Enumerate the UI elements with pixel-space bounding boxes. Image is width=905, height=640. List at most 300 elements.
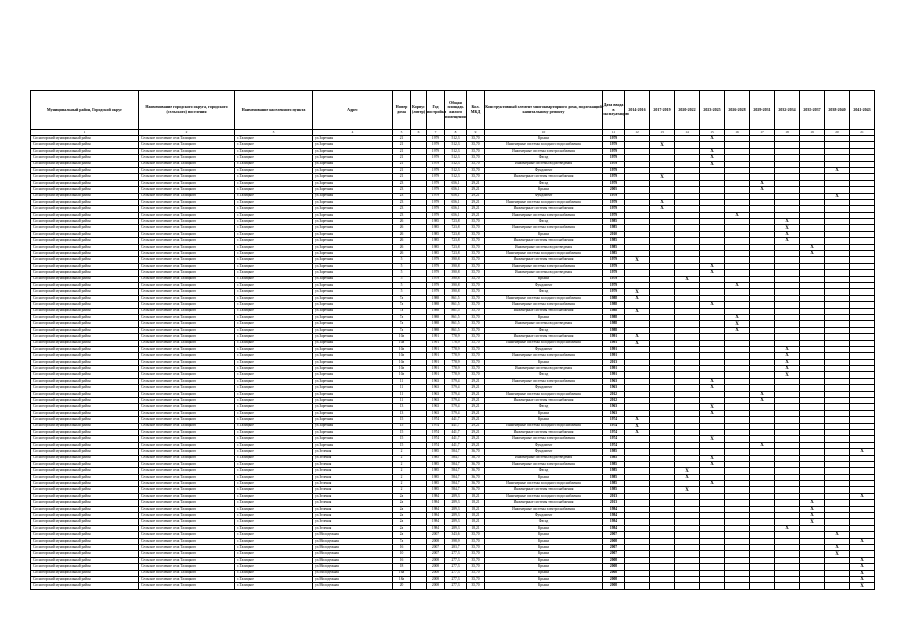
district-cell: Сосногорский муниципальный район	[31, 493, 139, 499]
period-cell: X	[625, 423, 650, 429]
house-number-cell: 13	[393, 410, 411, 416]
commission-date-cell: 2007	[603, 551, 625, 557]
year-built-cell: 1985	[427, 455, 445, 461]
period-cell: X	[625, 340, 650, 346]
district-cell: Сосногорский муниципальный район	[31, 334, 139, 340]
area-cell: 579,4	[445, 391, 467, 397]
commission-date-cell: 2010	[603, 231, 625, 237]
commission-date-cell: 2013	[603, 500, 625, 506]
year-built-cell: 1979	[427, 187, 445, 193]
locality-cell: с.Талицкое	[235, 513, 313, 519]
house-number-cell: 23	[393, 212, 411, 218]
locality-cell: с.Талицкое	[235, 506, 313, 512]
street-cell: ул.Заречная	[313, 423, 393, 429]
year-built-cell: 1979	[427, 206, 445, 212]
commission-date-cell: 2008	[603, 576, 625, 582]
locality-cell: с.Талицкое	[235, 442, 313, 448]
period-cell: X	[700, 378, 725, 384]
locality-cell: с.Талицкое	[235, 359, 313, 365]
commission-date-cell: 1979	[603, 199, 625, 205]
area-cell: 512,3	[445, 167, 467, 173]
street-cell: ул.Заречная	[313, 199, 393, 205]
period-cell: X	[725, 212, 750, 218]
house-number-cell: 11	[393, 385, 411, 391]
settlement-cell: Сельское поселение села Талицкого	[139, 404, 235, 410]
year-built-cell: 1984	[427, 506, 445, 512]
column-index: 5	[393, 130, 411, 136]
street-cell: ул.Заречная	[313, 167, 393, 173]
commission-date-cell: 1979	[603, 142, 625, 148]
column-header: Корпус (литер)	[411, 91, 427, 130]
year-built-cell: 2008	[427, 583, 445, 589]
street-cell: ул.Заречная	[313, 442, 393, 448]
locality-cell: с.Талицкое	[235, 417, 313, 423]
structural-element-cell: Фундамент	[485, 346, 603, 352]
house-number-cell: 26	[393, 225, 411, 231]
area-cell: 289,3	[445, 493, 467, 499]
mkd-count-cell: 29,21	[467, 193, 485, 199]
locality-cell: с.Талицкое	[235, 366, 313, 372]
district-cell: Сосногорский муниципальный район	[31, 525, 139, 531]
street-cell: ул.Заречная	[313, 174, 393, 180]
area-cell: 723,8	[445, 219, 467, 225]
locality-cell: с.Талицкое	[235, 155, 313, 161]
column-header: Конструктивный элемент многоквартирного дома, подлежащий капитальному ремонту	[485, 91, 603, 130]
period-cell: X	[625, 257, 650, 263]
district-cell: Сосногорский муниципальный район	[31, 487, 139, 493]
mkd-count-cell: 35,70	[467, 570, 485, 576]
structural-element-cell: Инженерные системы электроснабжения	[485, 212, 603, 218]
period-cell: X	[650, 174, 675, 180]
settlement-cell: Сельское поселение села Талицкого	[139, 251, 235, 257]
commission-date-cell: 1985	[603, 238, 625, 244]
street-cell: ул.Молодежная	[313, 570, 393, 576]
street-cell: ул.Заречная	[313, 391, 393, 397]
settlement-cell: Сельское поселение села Талицкого	[139, 142, 235, 148]
locality-cell: с.Талицкое	[235, 474, 313, 480]
period-cell: X	[850, 493, 875, 499]
mkd-count-cell: 36,70	[467, 468, 485, 474]
mkd-count-cell: 35,70	[467, 142, 485, 148]
year-built-cell: 2007	[427, 532, 445, 538]
house-number-cell: 5	[393, 289, 411, 295]
street-cell: ул.Заречная	[313, 410, 393, 416]
mkd-count-cell: 35,70	[467, 289, 485, 295]
mkd-count-cell: 35,70	[467, 583, 485, 589]
commission-date-cell: 1988	[603, 295, 625, 301]
structural-element-cell: Крыша	[485, 551, 603, 557]
settlement-cell: Сельское поселение села Талицкого	[139, 212, 235, 218]
year-built-cell: 1991	[427, 353, 445, 359]
column-index: 18	[775, 130, 800, 136]
area-cell: 584,7	[445, 455, 467, 461]
street-cell: ул.Заречная	[313, 231, 393, 237]
settlement-cell: Сельское поселение села Талицкого	[139, 148, 235, 154]
year-built-cell: 1988	[427, 308, 445, 314]
district-cell: Сосногорский муниципальный район	[31, 481, 139, 487]
district-cell: Сосногорский муниципальный район	[31, 359, 139, 365]
year-built-cell: 1979	[427, 174, 445, 180]
district-cell: Сосногорский муниципальный район	[31, 257, 139, 263]
district-cell: Сосногорский муниципальный район	[31, 231, 139, 237]
year-built-cell: 2008	[427, 564, 445, 570]
period-cell: X	[775, 219, 800, 225]
settlement-cell: Сельское поселение села Талицкого	[139, 398, 235, 404]
structural-element-cell: Инженерные системы холодного водоснабжения	[485, 391, 603, 397]
settlement-cell: Сельское поселение села Талицкого	[139, 193, 235, 199]
column-header: 2020-2022	[675, 91, 700, 130]
area-cell: 778,9	[445, 366, 467, 372]
settlement-cell: Сельское поселение села Талицкого	[139, 468, 235, 474]
area-cell: 723,8	[445, 244, 467, 250]
street-cell: ул.Заречная	[313, 219, 393, 225]
house-number-cell: 2а	[393, 493, 411, 499]
house-number-cell: 10а	[393, 340, 411, 346]
locality-cell: с.Талицкое	[235, 321, 313, 327]
street-cell: ул.Заречная	[313, 276, 393, 282]
column-index: 16	[725, 130, 750, 136]
house-number-cell: 15	[393, 423, 411, 429]
street-cell: ул.Заречная	[313, 136, 393, 142]
district-cell: Сосногорский муниципальный район	[31, 455, 139, 461]
locality-cell: с.Талицкое	[235, 314, 313, 320]
year-built-cell: 1991	[427, 366, 445, 372]
locality-cell: с.Талицкое	[235, 174, 313, 180]
street-cell: ул.Заречная	[313, 327, 393, 333]
commission-date-cell: 1979	[603, 136, 625, 142]
column-header: 2017-2019	[650, 91, 675, 130]
year-built-cell: 1985	[427, 481, 445, 487]
column-header: Номер дома	[393, 91, 411, 130]
commission-date-cell: 1985	[603, 449, 625, 455]
structural-element-cell: Фасад	[485, 327, 603, 333]
column-header: Год постройки	[427, 91, 445, 130]
district-cell: Сосногорский муниципальный район	[31, 429, 139, 435]
district-cell: Сосногорский муниципальный район	[31, 225, 139, 231]
settlement-cell: Сельское поселение села Талицкого	[139, 429, 235, 435]
locality-cell: с.Талицкое	[235, 148, 313, 154]
locality-cell: с.Талицкое	[235, 257, 313, 263]
year-built-cell: 2008	[427, 576, 445, 582]
locality-cell: с.Талицкое	[235, 206, 313, 212]
locality-cell: с.Талицкое	[235, 340, 313, 346]
commission-date-cell: 1974	[603, 436, 625, 442]
house-number-cell: 5	[393, 282, 411, 288]
structural-element-cell: Инженерные системы холодного водоснабжения	[485, 340, 603, 346]
house-number-cell: 23	[393, 187, 411, 193]
settlement-cell: Сельское поселение села Талицкого	[139, 238, 235, 244]
commission-date-cell: 1979	[603, 174, 625, 180]
settlement-cell: Сельское поселение села Талицкого	[139, 442, 235, 448]
year-built-cell: 1985	[427, 487, 445, 493]
street-cell: ул.Заречная	[313, 366, 393, 372]
area-cell: 656,1	[445, 193, 467, 199]
period-cell	[650, 583, 675, 589]
settlement-cell: Сельское поселение села Талицкого	[139, 391, 235, 397]
period-cell: X	[825, 545, 850, 551]
year-built-cell: 1991	[427, 346, 445, 352]
period-cell	[800, 583, 825, 589]
district-cell: Сосногорский муниципальный район	[31, 321, 139, 327]
house-number-cell: 18а	[393, 576, 411, 582]
locality-cell: с.Талицкое	[235, 231, 313, 237]
district-cell: Сосногорский муниципальный район	[31, 417, 139, 423]
period-cell: X	[775, 366, 800, 372]
locality-cell: с.Талицкое	[235, 136, 313, 142]
settlement-cell: Сельское поселение села Талицкого	[139, 513, 235, 519]
period-cell: X	[725, 327, 750, 333]
house-number-cell: 15	[393, 436, 411, 442]
mkd-count-cell: 18,21	[467, 506, 485, 512]
locality-cell: с.Талицкое	[235, 429, 313, 435]
locality-cell: с.Талицкое	[235, 557, 313, 563]
settlement-cell: Сельское поселение села Талицкого	[139, 449, 235, 455]
street-cell: ул.Зеленая	[313, 468, 393, 474]
year-built-cell: 1988	[427, 314, 445, 320]
area-cell: 390,8	[445, 276, 467, 282]
period-cell: X	[800, 500, 825, 506]
mkd-count-cell: 35,70	[467, 295, 485, 301]
year-built-cell: 1985	[427, 244, 445, 250]
commission-date-cell: 1988	[603, 314, 625, 320]
mkd-count-cell: 35,70	[467, 557, 485, 563]
commission-date-cell: 1984	[603, 525, 625, 531]
period-cell: X	[825, 532, 850, 538]
structural-element-cell: Инженерные системы холодного водоснабжения	[485, 295, 603, 301]
mkd-count-cell: 29,21	[467, 206, 485, 212]
commission-date-cell: 1985	[603, 461, 625, 467]
period-cell: X	[850, 449, 875, 455]
mkd-count-cell: 29,21	[467, 410, 485, 416]
settlement-cell: Сельское поселение села Талицкого	[139, 519, 235, 525]
street-cell: ул.Заречная	[313, 340, 393, 346]
mkd-count-cell: 35,70	[467, 359, 485, 365]
street-cell: ул.Заречная	[313, 238, 393, 244]
settlement-cell: Сельское поселение села Талицкого	[139, 206, 235, 212]
house-number-cell: 5	[393, 270, 411, 276]
mkd-count-cell: 35,70	[467, 231, 485, 237]
structural-element-cell: Фундамент	[485, 385, 603, 391]
settlement-cell: Сельское поселение села Талицкого	[139, 174, 235, 180]
column-header: 2023-2025	[700, 91, 725, 130]
district-cell: Сосногорский муниципальный район	[31, 148, 139, 154]
year-built-cell: 1985	[427, 251, 445, 257]
year-built-cell: 1991	[427, 340, 445, 346]
locality-cell: с.Талицкое	[235, 532, 313, 538]
street-cell: ул.Заречная	[313, 270, 393, 276]
column-header: Муниципальный район, Городской округ	[31, 91, 139, 130]
district-cell: Сосногорский муниципальный район	[31, 180, 139, 186]
structural-element-cell: Инженерные системы водоотведения	[485, 455, 603, 461]
settlement-cell: Сельское поселение села Талицкого	[139, 346, 235, 352]
structural-element-cell: Фасад	[485, 468, 603, 474]
mkd-count-cell: 35,70	[467, 263, 485, 269]
structural-element-cell: Крыша	[485, 359, 603, 365]
area-cell: 861,5	[445, 327, 467, 333]
house-number-cell: 23	[393, 206, 411, 212]
settlement-cell: Сельское поселение села Талицкого	[139, 525, 235, 531]
commission-date-cell: 1974	[603, 442, 625, 448]
house-number-cell: 7а	[393, 327, 411, 333]
district-cell: Сосногорский муниципальный район	[31, 506, 139, 512]
structural-element-cell: Фасад	[485, 180, 603, 186]
street-cell: ул.Зеленая	[313, 506, 393, 512]
area-cell: 579,4	[445, 404, 467, 410]
mkd-count-cell: 35,70	[467, 161, 485, 167]
settlement-cell: Сельское поселение села Талицкого	[139, 423, 235, 429]
settlement-cell: Сельское поселение села Талицкого	[139, 532, 235, 538]
year-built-cell: 1974	[427, 442, 445, 448]
period-cell: X	[725, 314, 750, 320]
house-number-cell: 7а	[393, 308, 411, 314]
area-cell: 579,4	[445, 398, 467, 404]
structural-element-cell: Крыша	[485, 576, 603, 582]
column-header: Кол. МКД	[467, 91, 485, 130]
structural-element-cell: Инженерные системы холодного водоснабжения	[485, 493, 603, 499]
area-cell: 723,8	[445, 238, 467, 244]
street-cell: ул.Заречная	[313, 385, 393, 391]
area-cell: 584,7	[445, 474, 467, 480]
district-cell: Сосногорский муниципальный район	[31, 193, 139, 199]
district-cell: Сосногорский муниципальный район	[31, 327, 139, 333]
house-number-cell: 10а	[393, 359, 411, 365]
house-number-cell: 2а	[393, 532, 411, 538]
street-cell: ул.Заречная	[313, 334, 393, 340]
commission-date-cell: 2008	[603, 538, 625, 544]
structural-element-cell: Инженерные системы холодного водоснабжения	[485, 423, 603, 429]
area-cell: 283,7	[445, 545, 467, 551]
structural-element-cell: Инженерные системы теплоснабжения	[485, 398, 603, 404]
table-header-row	[31, 91, 875, 130]
district-cell: Сосногорский муниципальный район	[31, 161, 139, 167]
settlement-cell: Сельское поселение села Талицкого	[139, 187, 235, 193]
commission-date-cell: 1974	[603, 417, 625, 423]
period-cell: X	[725, 282, 750, 288]
house-number-cell: 16	[393, 557, 411, 563]
mkd-count-cell: 35,70	[467, 551, 485, 557]
commission-date-cell: 1988	[603, 321, 625, 327]
column-index: 8	[445, 130, 467, 136]
period-cell: X	[750, 180, 775, 186]
settlement-cell: Сельское поселение села Талицкого	[139, 564, 235, 570]
district-cell: Сосногорский муниципальный район	[31, 519, 139, 525]
mkd-count-cell: 35,70	[467, 334, 485, 340]
commission-date-cell: 1991	[603, 353, 625, 359]
period-cell: X	[700, 404, 725, 410]
commission-date-cell: 1963	[603, 404, 625, 410]
period-cell: X	[775, 238, 800, 244]
street-cell: ул.Зеленая	[313, 513, 393, 519]
district-cell: Сосногорский муниципальный район	[31, 167, 139, 173]
house-number-cell: 5	[393, 263, 411, 269]
area-cell: 656,1	[445, 180, 467, 186]
district-cell: Сосногорский муниципальный район	[31, 276, 139, 282]
district-cell: Сосногорский муниципальный район	[31, 500, 139, 506]
period-cell: X	[675, 468, 700, 474]
structural-element-cell: Фундамент	[485, 513, 603, 519]
year-built-cell: 1979	[427, 257, 445, 263]
column-header: 2014-2016	[625, 91, 650, 130]
area-cell: 584,7	[445, 449, 467, 455]
house-number-cell: 23	[393, 180, 411, 186]
area-cell: 512,3	[445, 142, 467, 148]
year-built-cell: 1988	[427, 321, 445, 327]
column-header: Наименование населенного пункта	[235, 91, 313, 130]
structural-element-cell: Фасад	[485, 155, 603, 161]
house-number-cell: 10а	[393, 372, 411, 378]
locality-cell: с.Талицкое	[235, 372, 313, 378]
settlement-cell: Сельское поселение села Талицкого	[139, 199, 235, 205]
year-built-cell: 1984	[427, 519, 445, 525]
district-cell: Сосногорский муниципальный район	[31, 366, 139, 372]
street-cell: ул.Заречная	[313, 321, 393, 327]
district-cell: Сосногорский муниципальный район	[31, 513, 139, 519]
structural-element-cell: Крыша	[485, 187, 603, 193]
street-cell: ул.Зеленая	[313, 474, 393, 480]
period-cell: X	[850, 557, 875, 563]
period-cell: X	[700, 461, 725, 467]
district-cell: Сосногорский муниципальный район	[31, 270, 139, 276]
commission-date-cell: 2008	[603, 564, 625, 570]
area-cell: 778,9	[445, 372, 467, 378]
settlement-cell: Сельское поселение села Талицкого	[139, 276, 235, 282]
year-built-cell: 1963	[427, 398, 445, 404]
settlement-cell: Сельское поселение села Талицкого	[139, 474, 235, 480]
settlement-cell: Сельское поселение села Талицкого	[139, 167, 235, 173]
settlement-cell: Сельское поселение села Талицкого	[139, 334, 235, 340]
district-cell: Сосногорский муниципальный район	[31, 206, 139, 212]
district-cell: Сосногорский муниципальный район	[31, 583, 139, 589]
district-cell: Сосногорский муниципальный район	[31, 551, 139, 557]
street-cell: ул.Зеленая	[313, 493, 393, 499]
period-cell: X	[650, 199, 675, 205]
settlement-cell: Сельское поселение села Талицкого	[139, 538, 235, 544]
locality-cell: с.Талицкое	[235, 289, 313, 295]
district-cell: Сосногорский муниципальный район	[31, 142, 139, 148]
area-cell: 579,4	[445, 378, 467, 384]
commission-date-cell: 1979	[603, 212, 625, 218]
structural-element-cell: Фасад	[485, 372, 603, 378]
commission-date-cell: 1988	[603, 327, 625, 333]
settlement-cell: Сельское поселение села Талицкого	[139, 270, 235, 276]
area-cell: 584,7	[445, 481, 467, 487]
structural-element-cell: Фундамент	[485, 282, 603, 288]
settlement-cell: Сельское поселение села Талицкого	[139, 417, 235, 423]
structural-element-cell: Инженерные системы теплоснабжения	[485, 257, 603, 263]
structural-element-cell: Крыша	[485, 276, 603, 282]
structural-element-cell: Инженерные системы теплоснабжения	[485, 174, 603, 180]
district-cell: Сосногорский муниципальный район	[31, 302, 139, 308]
area-cell: 289,3	[445, 513, 467, 519]
district-cell: Сосногорский муниципальный район	[31, 564, 139, 570]
structural-element-cell: Инженерные системы электроснабжения	[485, 263, 603, 269]
period-cell: X	[850, 570, 875, 576]
period-cell: X	[700, 155, 725, 161]
street-cell: ул.Заречная	[313, 206, 393, 212]
mkd-count-cell: 29,21	[467, 423, 485, 429]
locality-cell: с.Талицкое	[235, 410, 313, 416]
year-built-cell: 1963	[427, 404, 445, 410]
structural-element-cell: Фундамент	[485, 442, 603, 448]
area-cell: 861,5	[445, 302, 467, 308]
year-built-cell: 1979	[427, 180, 445, 186]
district-cell: Сосногорский муниципальный район	[31, 449, 139, 455]
commission-date-cell: 1988	[603, 308, 625, 314]
column-header: 2041-2043	[850, 91, 875, 130]
locality-cell: с.Талицкое	[235, 423, 313, 429]
district-cell: Сосногорский муниципальный район	[31, 263, 139, 269]
settlement-cell: Сельское поселение села Талицкого	[139, 359, 235, 365]
